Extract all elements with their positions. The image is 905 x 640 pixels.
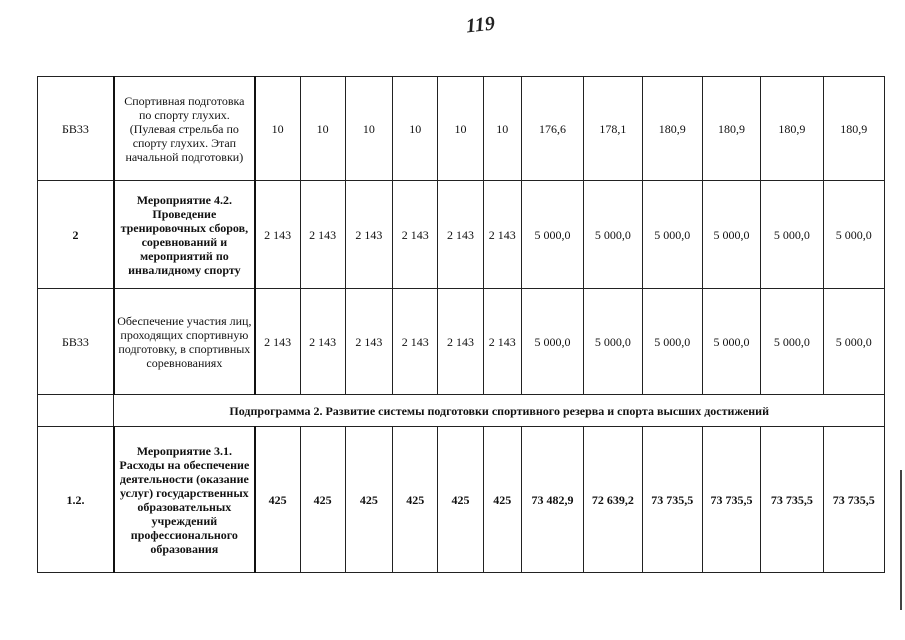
value-cell: 180,9: [642, 77, 702, 181]
budget-table: [37, 76, 885, 573]
value-cell: 5 000,0: [642, 181, 702, 289]
value-cell: 73 482,9: [521, 427, 583, 573]
value-cell: 425: [483, 427, 521, 573]
value-cell: 425: [255, 427, 300, 573]
value-cell: 5 000,0: [521, 289, 583, 395]
value-cell: 2 143: [483, 289, 521, 395]
value-cell: 72 639,2: [584, 427, 642, 573]
subprogram-heading: Подпрограмма 2. Развитие системы подготовки спортивного резерва и спорта высших достижений: [114, 395, 885, 427]
value-cell: 176,6: [521, 77, 583, 181]
value-cell: 2 143: [300, 181, 345, 289]
value-cell: 5 000,0: [642, 289, 702, 395]
value-cell: 425: [393, 427, 438, 573]
value-cell: 10: [255, 77, 300, 181]
value-cell: 5 000,0: [702, 289, 760, 395]
value-cell: 73 735,5: [702, 427, 760, 573]
value-cell: 180,9: [823, 77, 884, 181]
value-cell: 10: [393, 77, 438, 181]
value-cell: 5 000,0: [521, 181, 583, 289]
table-row: [38, 289, 885, 395]
value-cell: 2 143: [438, 181, 483, 289]
value-cell: 10: [483, 77, 521, 181]
value-cell: 2 143: [300, 289, 345, 395]
value-cell: 5 000,0: [823, 289, 884, 395]
row-name: Обеспечение участия лиц, проходящих спортивную подготовку, в спортивных соревнованиях: [114, 289, 255, 395]
table-row: [38, 427, 885, 573]
value-cell: 180,9: [761, 77, 823, 181]
value-cell: 10: [300, 77, 345, 181]
table-row: [38, 395, 885, 427]
table-row: [38, 77, 885, 181]
row-code: БВ33: [38, 77, 114, 181]
value-cell: 5 000,0: [823, 181, 884, 289]
row-code: 2: [38, 181, 114, 289]
value-cell: 2 143: [483, 181, 521, 289]
row-name: Мероприятие 3.1. Расходы на обеспечение деятельности (оказание услуг) государственных образовательных учреждений профессионального образования: [114, 427, 255, 573]
value-cell: 425: [300, 427, 345, 573]
value-cell: 5 000,0: [702, 181, 760, 289]
page-number: 119: [464, 12, 496, 38]
value-cell: 2 143: [345, 289, 392, 395]
value-cell: 2 143: [438, 289, 483, 395]
value-cell: 5 000,0: [761, 181, 823, 289]
row-code: БВ33: [38, 289, 114, 395]
value-cell: 178,1: [584, 77, 642, 181]
row-code: 1.2.: [38, 427, 114, 573]
value-cell: 2 143: [393, 181, 438, 289]
value-cell: 5 000,0: [761, 289, 823, 395]
value-cell: 425: [438, 427, 483, 573]
value-cell: 5 000,0: [584, 181, 642, 289]
value-cell: 180,9: [702, 77, 760, 181]
value-cell: 2 143: [255, 289, 300, 395]
value-cell: 2 143: [393, 289, 438, 395]
value-cell: 10: [438, 77, 483, 181]
value-cell: 73 735,5: [761, 427, 823, 573]
row-name: Спортивная подготовка по спорту глухих. (Пулевая стрельба по спорту глухих. Этап начальной подготовки): [114, 77, 255, 181]
table-row: [38, 181, 885, 289]
value-cell: 425: [345, 427, 392, 573]
value-cell: 2 143: [345, 181, 392, 289]
value-cell: 5 000,0: [584, 289, 642, 395]
scan-edge-mark: [900, 470, 902, 610]
value-cell: 2 143: [255, 181, 300, 289]
value-cell: 73 735,5: [823, 427, 884, 573]
row-code: [38, 395, 114, 427]
row-name: Мероприятие 4.2. Проведение тренировочных сборов, соревнований и мероприятий по инвалидному спорту: [114, 181, 255, 289]
value-cell: 10: [345, 77, 392, 181]
value-cell: 73 735,5: [642, 427, 702, 573]
